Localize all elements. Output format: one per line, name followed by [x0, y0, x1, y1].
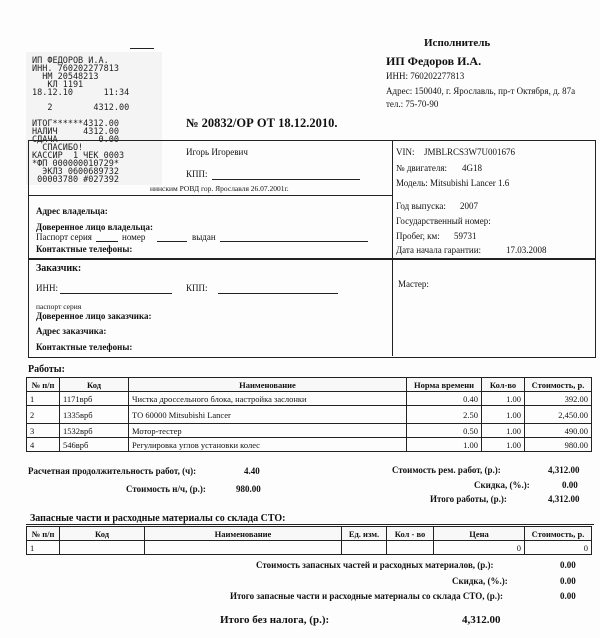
- executor-phone: тел.: 75-70-90: [386, 99, 439, 109]
- grand-total-label: Итого без налога, (р.):: [220, 614, 330, 626]
- warranty-label: Дата начала гарантии:: [396, 245, 482, 255]
- parts-discount-label: Скидка, (%.):: [452, 576, 508, 586]
- receipt-mark: [130, 48, 154, 49]
- receipt-line: СПАСИБО!: [32, 142, 84, 153]
- works-total-value: 4,312.00: [548, 494, 580, 504]
- passport-number-line: [157, 241, 187, 242]
- works-col-name: Наименование: [129, 378, 407, 392]
- works-cell: 1.00: [482, 392, 525, 406]
- works-cell: 1.00: [482, 424, 525, 438]
- engine-value: 4G18: [462, 163, 482, 173]
- parts-col-cost: Стоимость, р.: [525, 527, 592, 541]
- parts-heading-rule: [26, 524, 594, 525]
- works-cell: 1.00: [482, 406, 525, 424]
- works-col-cost: Стоимость, р.: [525, 378, 592, 392]
- parts-col-qty: Кол - во: [387, 527, 434, 541]
- parts-table: [26, 526, 592, 555]
- works-cost-value: 4,312.00: [548, 465, 580, 475]
- receipt-line: НАЛИЧ 4312.00: [32, 127, 119, 138]
- works-cell: 4: [27, 438, 60, 452]
- works-cell: Чистка дроссельного блока, настройка заслонки: [129, 392, 407, 406]
- works-cell: 1.00: [407, 438, 482, 452]
- works-header-row: [27, 378, 592, 392]
- parts-cell: [387, 541, 434, 555]
- works-cell: 1: [27, 392, 60, 406]
- owner-kpp-label: КПП:: [186, 169, 208, 179]
- parts-cell: 0: [525, 541, 592, 555]
- model-value: Mitsubishi Lancer 1.6: [430, 178, 510, 188]
- master-label: Мастер:: [398, 279, 429, 289]
- plate-label: Государственный номер:: [396, 216, 491, 226]
- works-row: [27, 438, 592, 452]
- receipt-line: *ФП 000000010729*: [32, 158, 119, 169]
- parts-heading: Запасные части и расходные материалы со склада СТО:: [30, 513, 286, 524]
- owner-phones-label: Контактные телефоны:: [36, 244, 133, 254]
- customer-divider: [392, 258, 393, 356]
- mileage-value: 59731: [454, 231, 477, 241]
- receipt-line: СДАЧА 0.00: [32, 135, 119, 145]
- mileage-label: Пробег, км:: [396, 231, 440, 241]
- owner-passport-issued-by: нинским РОВД гор. Ярославля 26.07.2001г.: [150, 184, 289, 193]
- parts-col-code: Код: [60, 527, 145, 541]
- receipt-line: 00003780 #027392: [32, 174, 119, 185]
- works-cell: Регулировка углов установки колес: [129, 438, 407, 452]
- customer-passport-label: паспорт серия: [36, 302, 82, 311]
- receipt-line: 18.12.10 11:34: [32, 87, 130, 98]
- vin-value: JMBLRCS3W7U001676: [424, 147, 516, 157]
- parts-col-num: № п/п: [27, 527, 60, 541]
- works-cell: Мотор-тестер: [129, 424, 407, 438]
- parts-row: [27, 541, 592, 555]
- works-discount-label: Скидка, (%.):: [474, 480, 530, 490]
- works-duration-value: 4.40: [244, 466, 260, 476]
- receipt-line: НМ 20548213: [32, 71, 99, 82]
- works-cell: 392.00: [525, 392, 592, 406]
- parts-cost-value: 0.00: [560, 560, 576, 570]
- order-title: № 20832/ОР ОТ 18.12.2010.: [186, 116, 338, 130]
- owner-kpp-line: [212, 179, 360, 180]
- grand-total-value: 4,312.00: [462, 614, 501, 626]
- works-cell: 980.00: [525, 438, 592, 452]
- owner-divider: [28, 195, 393, 196]
- works-cell: 2.50: [407, 406, 482, 424]
- works-discount-value: 0.00: [562, 480, 578, 490]
- parts-cost-label: Стоимость запасных частей и расходных материалов, (р.):: [256, 560, 494, 570]
- customer-kpp-line: [218, 293, 338, 294]
- receipt-line: ЭКЛЗ 0600689732: [32, 166, 119, 177]
- year-value: 2007: [460, 201, 478, 211]
- receipt-line: 2 4312.00: [32, 103, 130, 114]
- receipt-line: ИТОГ******4312.00: [32, 119, 119, 130]
- works-cost-label: Стоимость рем. работ, (р.):: [392, 465, 501, 475]
- parts-cell: [60, 541, 145, 555]
- works-nh-label: Стоимость н/ч, (р.):: [126, 484, 206, 494]
- receipt-line: ИП ФЕДОРОВ И.А.: [32, 56, 109, 66]
- customer-phones-label: Контактные телефоны:: [36, 342, 133, 352]
- customer-inn-line: [60, 293, 172, 294]
- year-label: Год выпуска:: [396, 201, 446, 211]
- works-duration-label: Расчетная продолжительность работ, (ч):: [28, 466, 197, 476]
- owner-passport-number-label: номер: [122, 232, 146, 242]
- vin-label: VIN:: [396, 147, 415, 157]
- parts-discount-value: 0.00: [560, 576, 576, 586]
- owner-vehicle-divider: [392, 140, 393, 258]
- works-cell: 1171врб: [60, 392, 129, 406]
- works-cell: 2,450.00: [525, 406, 592, 424]
- parts-total-label: Итого запасные части и расходные материалы со склада СТО, (р.):: [230, 591, 503, 601]
- engine-label: № двигателя:: [396, 163, 447, 173]
- works-table: [26, 377, 592, 452]
- executor-address: Адрес: 150040, г. Ярославль, пр-т Октября, д. 87а: [386, 86, 576, 96]
- passport-issued-line: [220, 241, 368, 242]
- receipt-line: КЛ 1191: [32, 79, 84, 90]
- works-cell: 0.40: [407, 392, 482, 406]
- parts-cell: 1: [27, 541, 60, 555]
- customer-trustee-label: Доверенное лицо заказчика:: [36, 311, 152, 321]
- works-col-code: Код: [60, 378, 129, 392]
- owner-trustee-label: Доверенное лицо владельца:: [36, 222, 153, 232]
- works-nh-value: 980.00: [236, 484, 261, 494]
- customer-inn-label: ИНН:: [36, 283, 58, 293]
- parts-col-price: Цена: [434, 527, 525, 541]
- parts-col-name: Наименование: [145, 527, 342, 541]
- owner-passport-issued-label: выдан: [192, 232, 216, 242]
- works-cell: 1335врб: [60, 406, 129, 424]
- owner-vehicle-box: [28, 140, 596, 260]
- works-cell: 1.00: [482, 438, 525, 452]
- works-cell: 0.50: [407, 424, 482, 438]
- model-label: Модель:: [396, 178, 428, 188]
- works-cell: 1532врб: [60, 424, 129, 438]
- works-col-norm: Норма времени: [407, 378, 482, 392]
- works-cell: 2: [27, 406, 60, 424]
- works-col-num: № п/п: [27, 378, 60, 392]
- customer-heading: Заказчик:: [36, 263, 82, 274]
- owner-passport-series-label: Паспорт серия: [36, 232, 92, 242]
- owner-name: Игорь Игоревич: [186, 147, 248, 157]
- works-total-label: Итого работы, (р.):: [430, 494, 507, 504]
- works-cell: 3: [27, 424, 60, 438]
- works-row: [27, 392, 592, 406]
- parts-cell: 0: [434, 541, 525, 555]
- receipt-line: ИНН. 760202277813: [32, 63, 119, 74]
- customer-kpp-label: КПП:: [186, 283, 208, 293]
- executor-inn: ИНН: 760202277813: [386, 71, 465, 81]
- executor-name: ИП Федоров И.А.: [386, 54, 482, 68]
- customer-address-label: Адрес заказчика:: [36, 326, 107, 336]
- parts-total-value: 0.00: [560, 591, 576, 601]
- works-row: [27, 406, 592, 424]
- parts-cell: [342, 541, 387, 555]
- works-row: [27, 424, 592, 438]
- owner-address-label: Адрес владельца:: [36, 206, 108, 216]
- works-cell: 490.00: [525, 424, 592, 438]
- executor-heading: Исполнитель: [424, 37, 491, 49]
- passport-series-line: [96, 241, 118, 242]
- works-col-qty: Кол-во: [482, 378, 525, 392]
- parts-col-unit: Ед. изм.: [342, 527, 387, 541]
- parts-header-row: [27, 527, 592, 541]
- receipt-line: КАССИР 1 ЧЕК 0003: [32, 150, 125, 161]
- warranty-value: 17.03.2008: [506, 245, 547, 255]
- works-cell: ТО 60000 Mitsubishi Lancer: [129, 406, 407, 424]
- parts-cell: [145, 541, 342, 555]
- works-heading: Работы:: [28, 364, 65, 375]
- works-cell: 546врб: [60, 438, 129, 452]
